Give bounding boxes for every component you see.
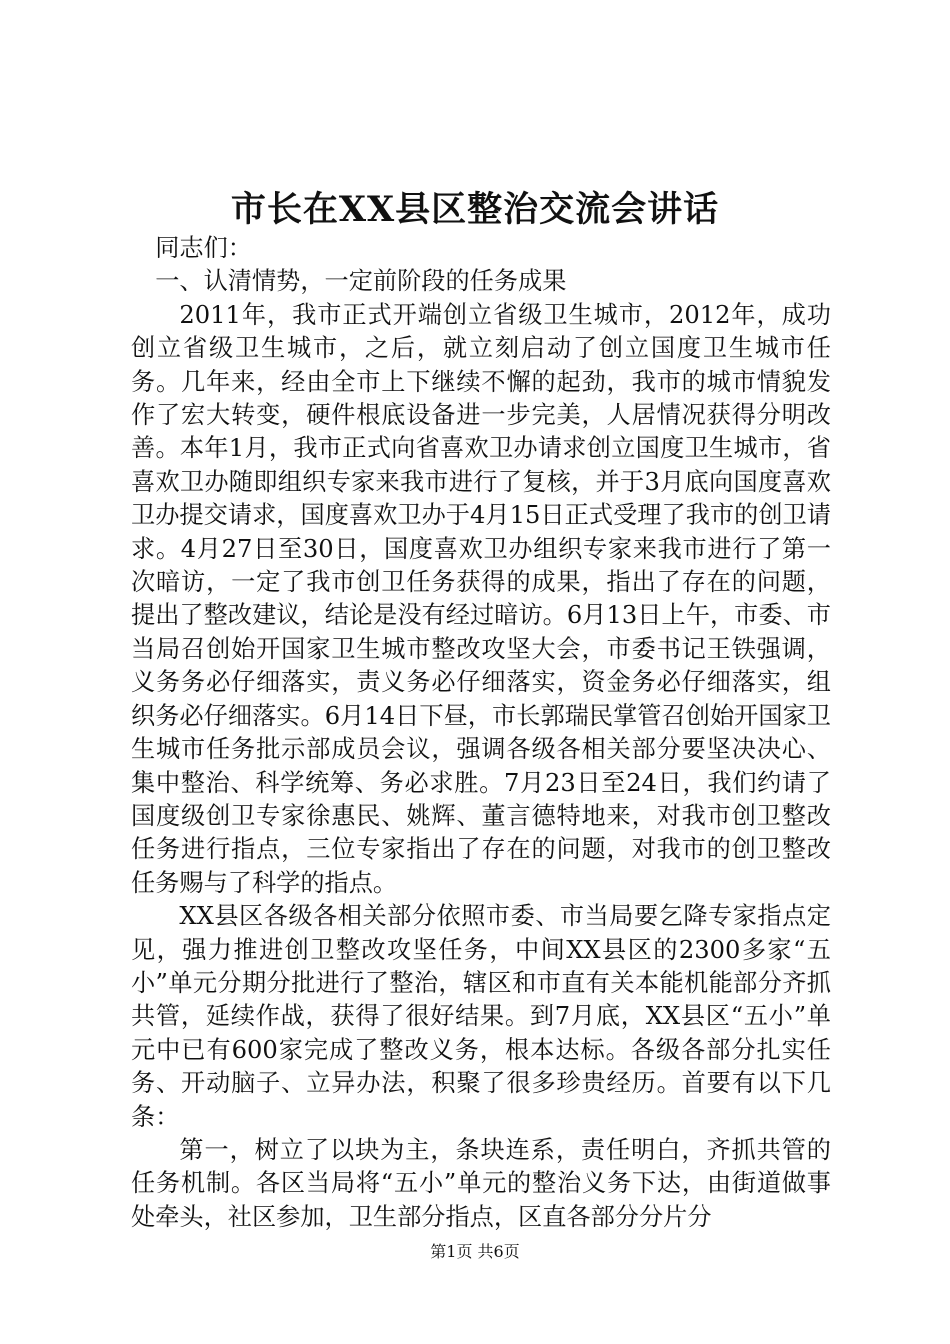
page-footer: 第1页 共6页 xyxy=(430,1242,520,1261)
body-paragraph: XX县区各级各相关部分依照市委、市当局要乞降专家指点定见，强力推进创卫整改攻坚任务，中间XX县区的2300多家“五小”单元分期分批进行了整治，辖区和市直有关本能机能部分齐抓共管，延续作战，获得了很好结果。到7月底，XX县区“五小”单元中已有600家完成了整改义务，根本达标。各级各部分扎实任务、开动脑子、立异办法，积聚了很多珍贵经历。首要有以下几条： xyxy=(131,902,831,1131)
body-paragraph: 2011年，我市正式开端创立省级卫生城市，2012年，成功创立省级卫生城市，之后，就立刻启动了创立国度卫生城市任务。几年来，经由全市上下继续不懈的起劲，我市的城市情貌发作了宏大转变，硬件根底设备进一步完美，人居情况获得分明改善。本年1月，我市正式向省喜欢卫办请求创立国度卫生城市，省喜欢卫办随即组织专家来我市进行了复核，并于3月底向国度喜欢卫办提交请求，国度喜欢卫办于4月15日正式受理了我市的创卫请求。4月27日至30日，国度喜欢卫办组织专家来我市进行了第一次暗访，一定了我市创卫任务获得的成果，指出了存在的问题，提出了整改建议，结论是没有经过暗访。6月13日上午，市委、市当局召创始开国家卫生城市整改攻坚大会，市委书记王铁强调，义务务必仔细落实，责义务必仔细落实，资金务必仔细落实，组织务必仔细落实。6月14日下昼，市长郭瑞民掌管召创始开国家卫生城市任务批示部成员会议，强调各级各相关部分要坚决决心、集中整治、科学统筹、务必求胜。7月23日至24日，我们约请了国度级创卫专家徐惠民、姚辉、董言德特地来，对我市创卫整改任务进行指点，三位专家指出了存在的问题，对我市的创卫整改任务赐与了科学的指点。 xyxy=(131,300,831,897)
document-body xyxy=(131,232,831,1234)
salutation: 同志们： xyxy=(155,234,252,262)
section-heading: 一、认清情势，一定前阶段的任务成果 xyxy=(155,267,567,296)
document-title: 市长在XX县区整治交流会讲话 xyxy=(230,189,720,230)
body-paragraph: 第一，树立了以块为主，条块连系，责任明白，齐抓共管的任务机制。各区当局将“五小”单元的整治义务下达，由街道做事处牵头，社区参加，卫生部分指点，区直各部分分片分 xyxy=(131,1135,831,1231)
